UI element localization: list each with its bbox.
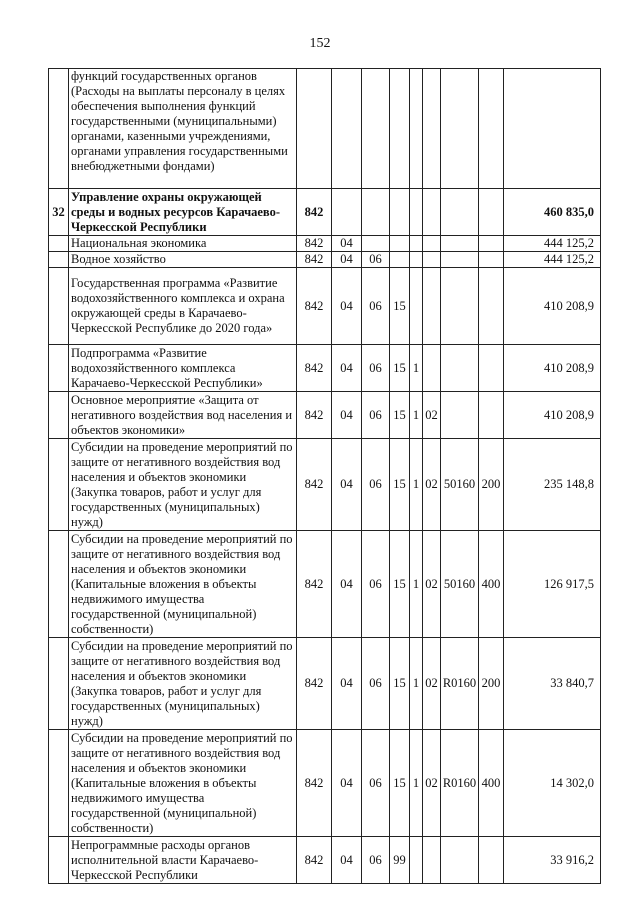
subprogram-code-cell: [410, 268, 423, 345]
row-number-cell: [49, 730, 69, 837]
program-code-cell: [390, 189, 410, 236]
page-number: 152: [309, 36, 331, 51]
expense-type-cell: [479, 392, 504, 439]
activity-code-cell: 02: [423, 638, 441, 730]
subprogram-code-cell: 1: [410, 531, 423, 638]
amount-cell: 460 835,0: [504, 189, 601, 236]
ministry-code-cell: 842: [297, 345, 332, 392]
amount-cell: 410 208,9: [504, 268, 601, 345]
subsection-code-cell: 06: [362, 837, 390, 884]
program-code-cell: [390, 69, 410, 189]
activity-code-cell: [423, 236, 441, 252]
row-name-cell: Непрограммные расходы органов исполнительной власти Карачаево-Черкесской Республики: [69, 837, 297, 884]
subsection-code-cell: 06: [362, 730, 390, 837]
table-row: [49, 439, 601, 531]
row-name-cell: Субсидии на проведение мероприятий по защите от негативного воздействия вод населения и объектов экономики (Капитальные вложения в объекты недвижимого имущества государственной (муниципальной) собственности): [69, 531, 297, 638]
activity-code-cell: [423, 189, 441, 236]
direction-code-cell: [441, 252, 479, 268]
table-row: [49, 638, 601, 730]
subsection-code-cell: [362, 69, 390, 189]
expense-type-cell: [479, 252, 504, 268]
row-number-cell: [49, 345, 69, 392]
table-row: [49, 252, 601, 268]
table-row: [49, 236, 601, 252]
ministry-code-cell: 842: [297, 439, 332, 531]
subprogram-code-cell: [410, 189, 423, 236]
ministry-code-cell: 842: [297, 189, 332, 236]
subprogram-code-cell: [410, 837, 423, 884]
table-row: [49, 268, 601, 345]
table-row: [49, 392, 601, 439]
program-code-cell: [390, 236, 410, 252]
direction-code-cell: [441, 268, 479, 345]
subsection-code-cell: 06: [362, 252, 390, 268]
amount-cell: 444 125,2: [504, 236, 601, 252]
ministry-code-cell: 842: [297, 252, 332, 268]
table-row: [49, 531, 601, 638]
subprogram-code-cell: 1: [410, 345, 423, 392]
expense-type-cell: [479, 189, 504, 236]
row-name-cell: Государственная программа «Развитие водохозяйственного комплекса и охрана окружающей среды в Карачаево-Черкесской Республике до 2020 года»: [69, 268, 297, 345]
subsection-code-cell: 06: [362, 638, 390, 730]
table-row: [49, 69, 601, 189]
ministry-code-cell: 842: [297, 392, 332, 439]
program-code-cell: 15: [390, 392, 410, 439]
section-code-cell: 04: [332, 638, 362, 730]
row-name-cell: функций государственных органов (Расходы на выплаты персоналу в целях обеспечения выполнения функций государственными (муниципальными) органами, казенными учреждениями, органами управления государственными внебюджетными фондами): [69, 69, 297, 189]
amount-cell: 444 125,2: [504, 252, 601, 268]
amount-cell: 410 208,9: [504, 392, 601, 439]
program-code-cell: 15: [390, 730, 410, 837]
direction-code-cell: R0160: [441, 730, 479, 837]
row-number-cell: [49, 837, 69, 884]
expense-type-cell: 400: [479, 730, 504, 837]
activity-code-cell: [423, 837, 441, 884]
subsection-code-cell: 06: [362, 392, 390, 439]
program-code-cell: 15: [390, 439, 410, 531]
row-number-cell: 32: [49, 189, 69, 236]
row-name-cell: Субсидии на проведение мероприятий по защите от негативного воздействия вод населения и объектов экономики (Закупка товаров, работ и услуг для государственных (муниципальных) нужд): [69, 638, 297, 730]
row-name-cell: Основное мероприятие «Защита от негативного воздействия вод населения и объектов экономики»: [69, 392, 297, 439]
section-code-cell: 04: [332, 345, 362, 392]
amount-cell: 33 840,7: [504, 638, 601, 730]
direction-code-cell: [441, 69, 479, 189]
row-number-cell: [49, 252, 69, 268]
amount-cell: 14 302,0: [504, 730, 601, 837]
section-code-cell: 04: [332, 268, 362, 345]
subsection-code-cell: [362, 189, 390, 236]
row-number-cell: [49, 236, 69, 252]
ministry-code-cell: [297, 69, 332, 189]
subprogram-code-cell: 1: [410, 392, 423, 439]
row-number-cell: [49, 268, 69, 345]
table-row: [49, 189, 601, 236]
expense-type-cell: 200: [479, 439, 504, 531]
expense-type-cell: [479, 268, 504, 345]
amount-cell: [504, 69, 601, 189]
row-number-cell: [49, 638, 69, 730]
program-code-cell: 15: [390, 531, 410, 638]
subprogram-code-cell: 1: [410, 638, 423, 730]
direction-code-cell: [441, 392, 479, 439]
direction-code-cell: [441, 837, 479, 884]
ministry-code-cell: 842: [297, 268, 332, 345]
expense-type-cell: [479, 837, 504, 884]
section-code-cell: 04: [332, 837, 362, 884]
activity-code-cell: 02: [423, 392, 441, 439]
program-code-cell: [390, 252, 410, 268]
row-number-cell: [49, 439, 69, 531]
direction-code-cell: R0160: [441, 638, 479, 730]
program-code-cell: 15: [390, 638, 410, 730]
ministry-code-cell: 842: [297, 236, 332, 252]
amount-cell: 410 208,9: [504, 345, 601, 392]
ministry-code-cell: 842: [297, 638, 332, 730]
activity-code-cell: 02: [423, 531, 441, 638]
activity-code-cell: 02: [423, 730, 441, 837]
table-row: [49, 730, 601, 837]
section-code-cell: 04: [332, 236, 362, 252]
row-name-cell: Подпрограмма «Развитие водохозяйственного комплекса Карачаево-Черкесской Республики»: [69, 345, 297, 392]
row-number-cell: [49, 392, 69, 439]
section-code-cell: [332, 189, 362, 236]
expense-type-cell: [479, 236, 504, 252]
subsection-code-cell: 06: [362, 345, 390, 392]
table-row: [49, 837, 601, 884]
direction-code-cell: 50160: [441, 439, 479, 531]
amount-cell: 235 148,8: [504, 439, 601, 531]
direction-code-cell: [441, 236, 479, 252]
section-code-cell: 04: [332, 730, 362, 837]
activity-code-cell: [423, 268, 441, 345]
amount-cell: 126 917,5: [504, 531, 601, 638]
row-name-cell: Субсидии на проведение мероприятий по защите от негативного воздействия вод населения и объектов экономики (Капитальные вложения в объекты недвижимого имущества государственной (муниципальной) собственности): [69, 730, 297, 837]
section-code-cell: 04: [332, 392, 362, 439]
activity-code-cell: 02: [423, 439, 441, 531]
expense-type-cell: [479, 345, 504, 392]
ministry-code-cell: 842: [297, 837, 332, 884]
row-number-cell: [49, 69, 69, 189]
program-code-cell: 15: [390, 345, 410, 392]
row-name-cell: Субсидии на проведение мероприятий по защите от негативного воздействия вод населения и объектов экономики (Закупка товаров, работ и услуг для государственных (муниципальных) нужд): [69, 439, 297, 531]
expense-type-cell: 200: [479, 638, 504, 730]
direction-code-cell: [441, 189, 479, 236]
subsection-code-cell: 06: [362, 531, 390, 638]
subprogram-code-cell: 1: [410, 439, 423, 531]
section-code-cell: 04: [332, 531, 362, 638]
section-code-cell: [332, 69, 362, 189]
ministry-code-cell: 842: [297, 730, 332, 837]
subsection-code-cell: 06: [362, 268, 390, 345]
budget-table: [48, 68, 601, 884]
subprogram-code-cell: [410, 69, 423, 189]
direction-code-cell: 50160: [441, 531, 479, 638]
row-name-cell: Водное хозяйство: [69, 252, 297, 268]
row-number-cell: [49, 531, 69, 638]
expense-type-cell: [479, 69, 504, 189]
subprogram-code-cell: [410, 252, 423, 268]
amount-cell: 33 916,2: [504, 837, 601, 884]
activity-code-cell: [423, 69, 441, 189]
subsection-code-cell: 06: [362, 439, 390, 531]
row-name-cell: Национальная экономика: [69, 236, 297, 252]
row-name-cell: Управление охраны окружающей среды и водных ресурсов Карачаево-Черкесской Республики: [69, 189, 297, 236]
subprogram-code-cell: 1: [410, 730, 423, 837]
program-code-cell: 99: [390, 837, 410, 884]
subprogram-code-cell: [410, 236, 423, 252]
expense-type-cell: 400: [479, 531, 504, 638]
section-code-cell: 04: [332, 252, 362, 268]
activity-code-cell: [423, 252, 441, 268]
ministry-code-cell: 842: [297, 531, 332, 638]
table-row: [49, 345, 601, 392]
subsection-code-cell: [362, 236, 390, 252]
direction-code-cell: [441, 345, 479, 392]
program-code-cell: 15: [390, 268, 410, 345]
activity-code-cell: [423, 345, 441, 392]
section-code-cell: 04: [332, 439, 362, 531]
